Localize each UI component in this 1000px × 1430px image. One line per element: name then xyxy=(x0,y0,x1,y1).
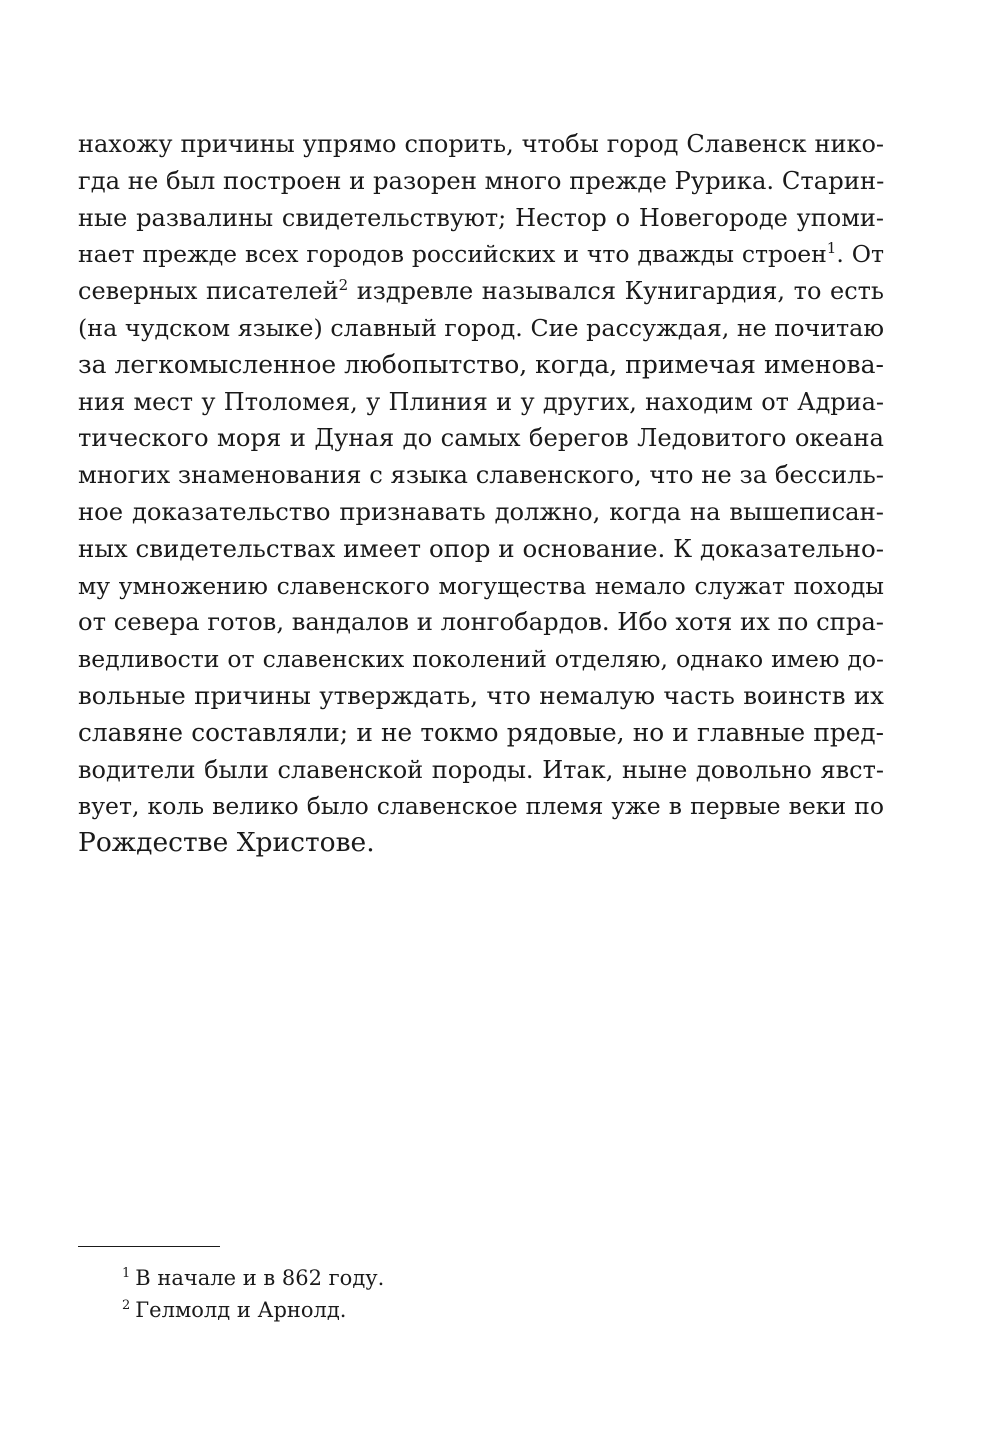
text-line: ные развалины свидетельствуют; Нестор о Новегороде упоми- xyxy=(78,203,884,232)
text-segment: северных писателей xyxy=(78,277,339,306)
text-line: от севера готов, вандалов и лонгобардов. Ибо хотя их по спра- xyxy=(78,607,884,637)
text-line: Рождестве Христове. xyxy=(78,827,375,859)
footnote-number: 2 xyxy=(122,1298,131,1313)
text-line: многих знаменования с языка славенского, что не за бессиль- xyxy=(78,460,884,490)
text-line xyxy=(78,273,884,310)
footnote-divider xyxy=(78,1246,220,1247)
text-segment: издревле назывался Кунигардия, то есть xyxy=(348,277,884,306)
text-line: водители были славенской породы. Итак, ныне довольно явст- xyxy=(78,755,884,784)
text-line: гда не был построен и разорен много прежде Рурика. Старин- xyxy=(78,165,885,195)
text-line: вует, коль велико было славенское племя уже в первые веки по xyxy=(78,792,884,821)
text-segment: . От xyxy=(836,240,884,269)
footnote xyxy=(122,1294,384,1326)
text-line: (на чудском языке) славный город. Сие рассуждая, не почитаю xyxy=(78,313,884,342)
footnote-text: В начале и в 862 году. xyxy=(135,1266,385,1290)
main-text xyxy=(78,126,884,862)
text-line: му умножению славенского могущества немало служат походы xyxy=(78,571,884,600)
footnote xyxy=(122,1262,384,1294)
text-line: славяне составляли; и не токмо рядовые, но и главные пред- xyxy=(78,717,884,747)
text-line: ное доказательство признавать должно, когда на вышеписан- xyxy=(78,496,884,526)
text-segment: нает прежде всех городов российских и что дважды строен xyxy=(78,240,827,269)
footnotes xyxy=(122,1262,384,1326)
text-line: за легкомысленное любопытство, когда, примечая именова- xyxy=(78,349,884,379)
text-line: ных свидетельствах имеет опор и основание. К доказательно- xyxy=(78,533,884,563)
text-line xyxy=(78,236,884,273)
text-line: нахожу причины упрямо спорить, чтобы город Славенск нико- xyxy=(78,130,884,158)
text-line: тического моря и Дуная до самых берегов Ледовитого океана xyxy=(78,423,884,453)
footnote-number: 1 xyxy=(122,1266,131,1281)
footnote-text: Гелмолд и Арнолд. xyxy=(135,1298,347,1322)
footnote-ref-2: 2 xyxy=(338,276,349,295)
text-line: вольные причины утверждать, что немалую часть воинств их xyxy=(78,680,884,710)
text-line: ведливости от славенских поколений отделяю, однако имею до- xyxy=(78,645,884,674)
text-line: ния мест у Птоломея, у Плиния и у других, находим от Адриа- xyxy=(78,387,884,416)
footnote-ref-1: 1 xyxy=(826,239,837,258)
